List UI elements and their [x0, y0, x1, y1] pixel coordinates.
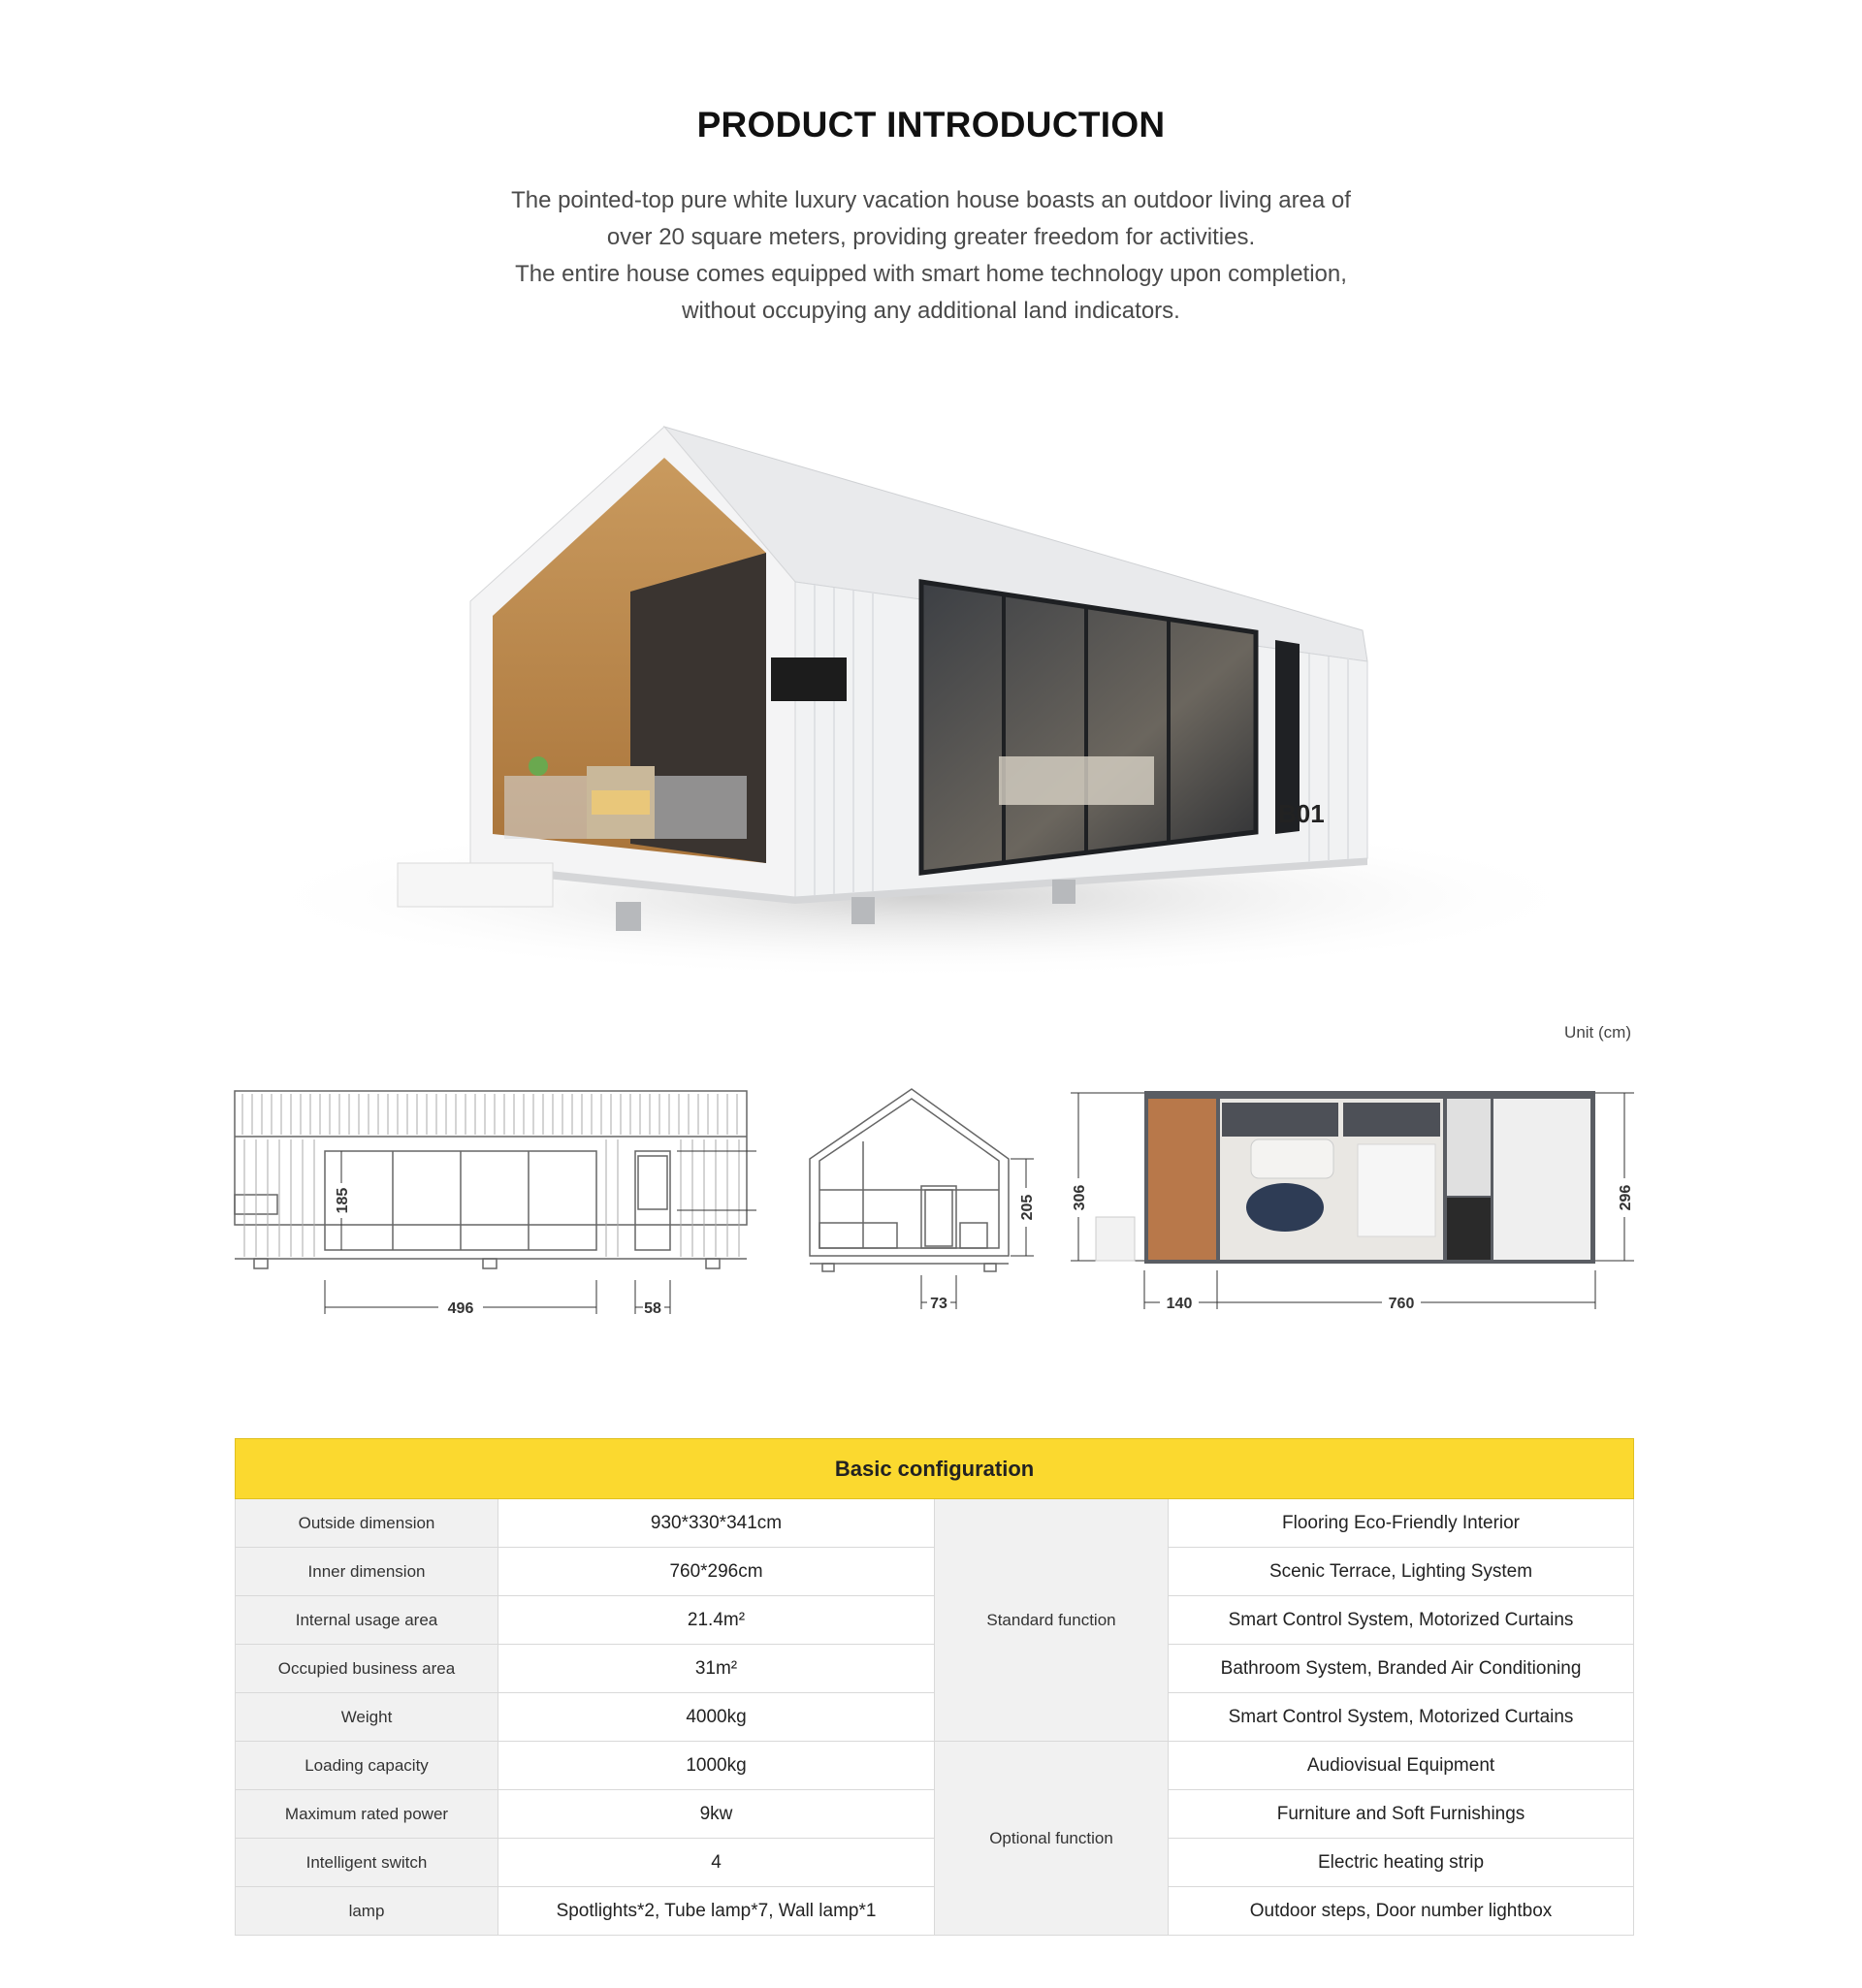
- dim-inner-length: 760: [1388, 1296, 1415, 1312]
- spec-value: Spotlights*2, Tube lamp*7, Wall lamp*1: [498, 1887, 935, 1936]
- dim-window-width: 496: [447, 1300, 474, 1317]
- spec-value: 31m²: [498, 1645, 935, 1693]
- feature-cell: Bathroom System, Branded Air Conditioning: [1169, 1645, 1634, 1693]
- standard-function-label: Standard function: [935, 1499, 1169, 1742]
- table-row: [236, 1742, 1634, 1790]
- feature-cell: Outdoor steps, Door number lightbox: [1169, 1887, 1634, 1936]
- side-elevation-drawing: [233, 1086, 756, 1319]
- spec-value: 21.4m²: [498, 1596, 935, 1645]
- dim-front-height: 205: [1019, 1194, 1036, 1221]
- page-title: PRODUCT INTRODUCTION: [696, 105, 1166, 144]
- spec-label: Outside dimension: [236, 1499, 498, 1548]
- spec-value: 4000kg: [498, 1693, 935, 1742]
- house-plate: B01: [1278, 799, 1325, 828]
- dim-terrace-length: 140: [1166, 1296, 1193, 1312]
- spec-value: 9kw: [498, 1790, 935, 1839]
- spec-value: 4: [498, 1839, 935, 1887]
- house-illustration: [223, 407, 1629, 989]
- spec-label: Loading capacity: [236, 1742, 498, 1790]
- spec-value: 1000kg: [498, 1742, 935, 1790]
- basic-configuration-table: [235, 1438, 1634, 1936]
- floor-plan-drawing: [1067, 1081, 1649, 1319]
- spec-value: 930*330*341cm: [498, 1499, 935, 1548]
- dim-plan-inner-width: 296: [1618, 1184, 1634, 1211]
- feature-cell: Audiovisual Equipment: [1169, 1742, 1634, 1790]
- feature-cell: Smart Control System, Motorized Curtains: [1169, 1693, 1634, 1742]
- intro-line: over 20 square meters, providing greater freedom for activities.: [606, 224, 1256, 250]
- intro-paragraph: [0, 182, 1862, 330]
- spec-label: Weight: [236, 1693, 498, 1742]
- feature-cell: Flooring Eco-Friendly Interior: [1169, 1499, 1634, 1548]
- spec-label: Maximum rated power: [236, 1790, 498, 1839]
- unit-label: Unit (cm): [1564, 1023, 1631, 1042]
- spec-label: lamp: [236, 1887, 498, 1936]
- spec-label: Inner dimension: [236, 1548, 498, 1596]
- intro-line: The pointed-top pure white luxury vacation house boasts an outdoor living area of: [511, 187, 1351, 213]
- feature-cell: Electric heating strip: [1169, 1839, 1634, 1887]
- dim-window-height: 185: [335, 1187, 351, 1214]
- feature-cell: Smart Control System, Motorized Curtains: [1169, 1596, 1634, 1645]
- dim-front-door-width: 73: [930, 1296, 947, 1312]
- dim-door-width: 58: [644, 1300, 661, 1317]
- table-row: [236, 1499, 1634, 1548]
- feature-cell: Scenic Terrace, Lighting System: [1169, 1548, 1634, 1596]
- spec-label: Occupied business area: [236, 1645, 498, 1693]
- front-elevation-drawing: [805, 1081, 1047, 1319]
- dim-plan-outer-width: 306: [1072, 1184, 1088, 1211]
- optional-function-label: Optional function: [935, 1742, 1169, 1936]
- spec-value: 760*296cm: [498, 1548, 935, 1596]
- feature-cell: Furniture and Soft Furnishings: [1169, 1790, 1634, 1839]
- table-heading: Basic configuration: [236, 1439, 1634, 1499]
- spec-label: Internal usage area: [236, 1596, 498, 1645]
- intro-line: without occupying any additional land indicators.: [682, 298, 1180, 324]
- spec-label: Intelligent switch: [236, 1839, 498, 1887]
- intro-line: The entire house comes equipped with smart home technology upon completion,: [515, 261, 1347, 287]
